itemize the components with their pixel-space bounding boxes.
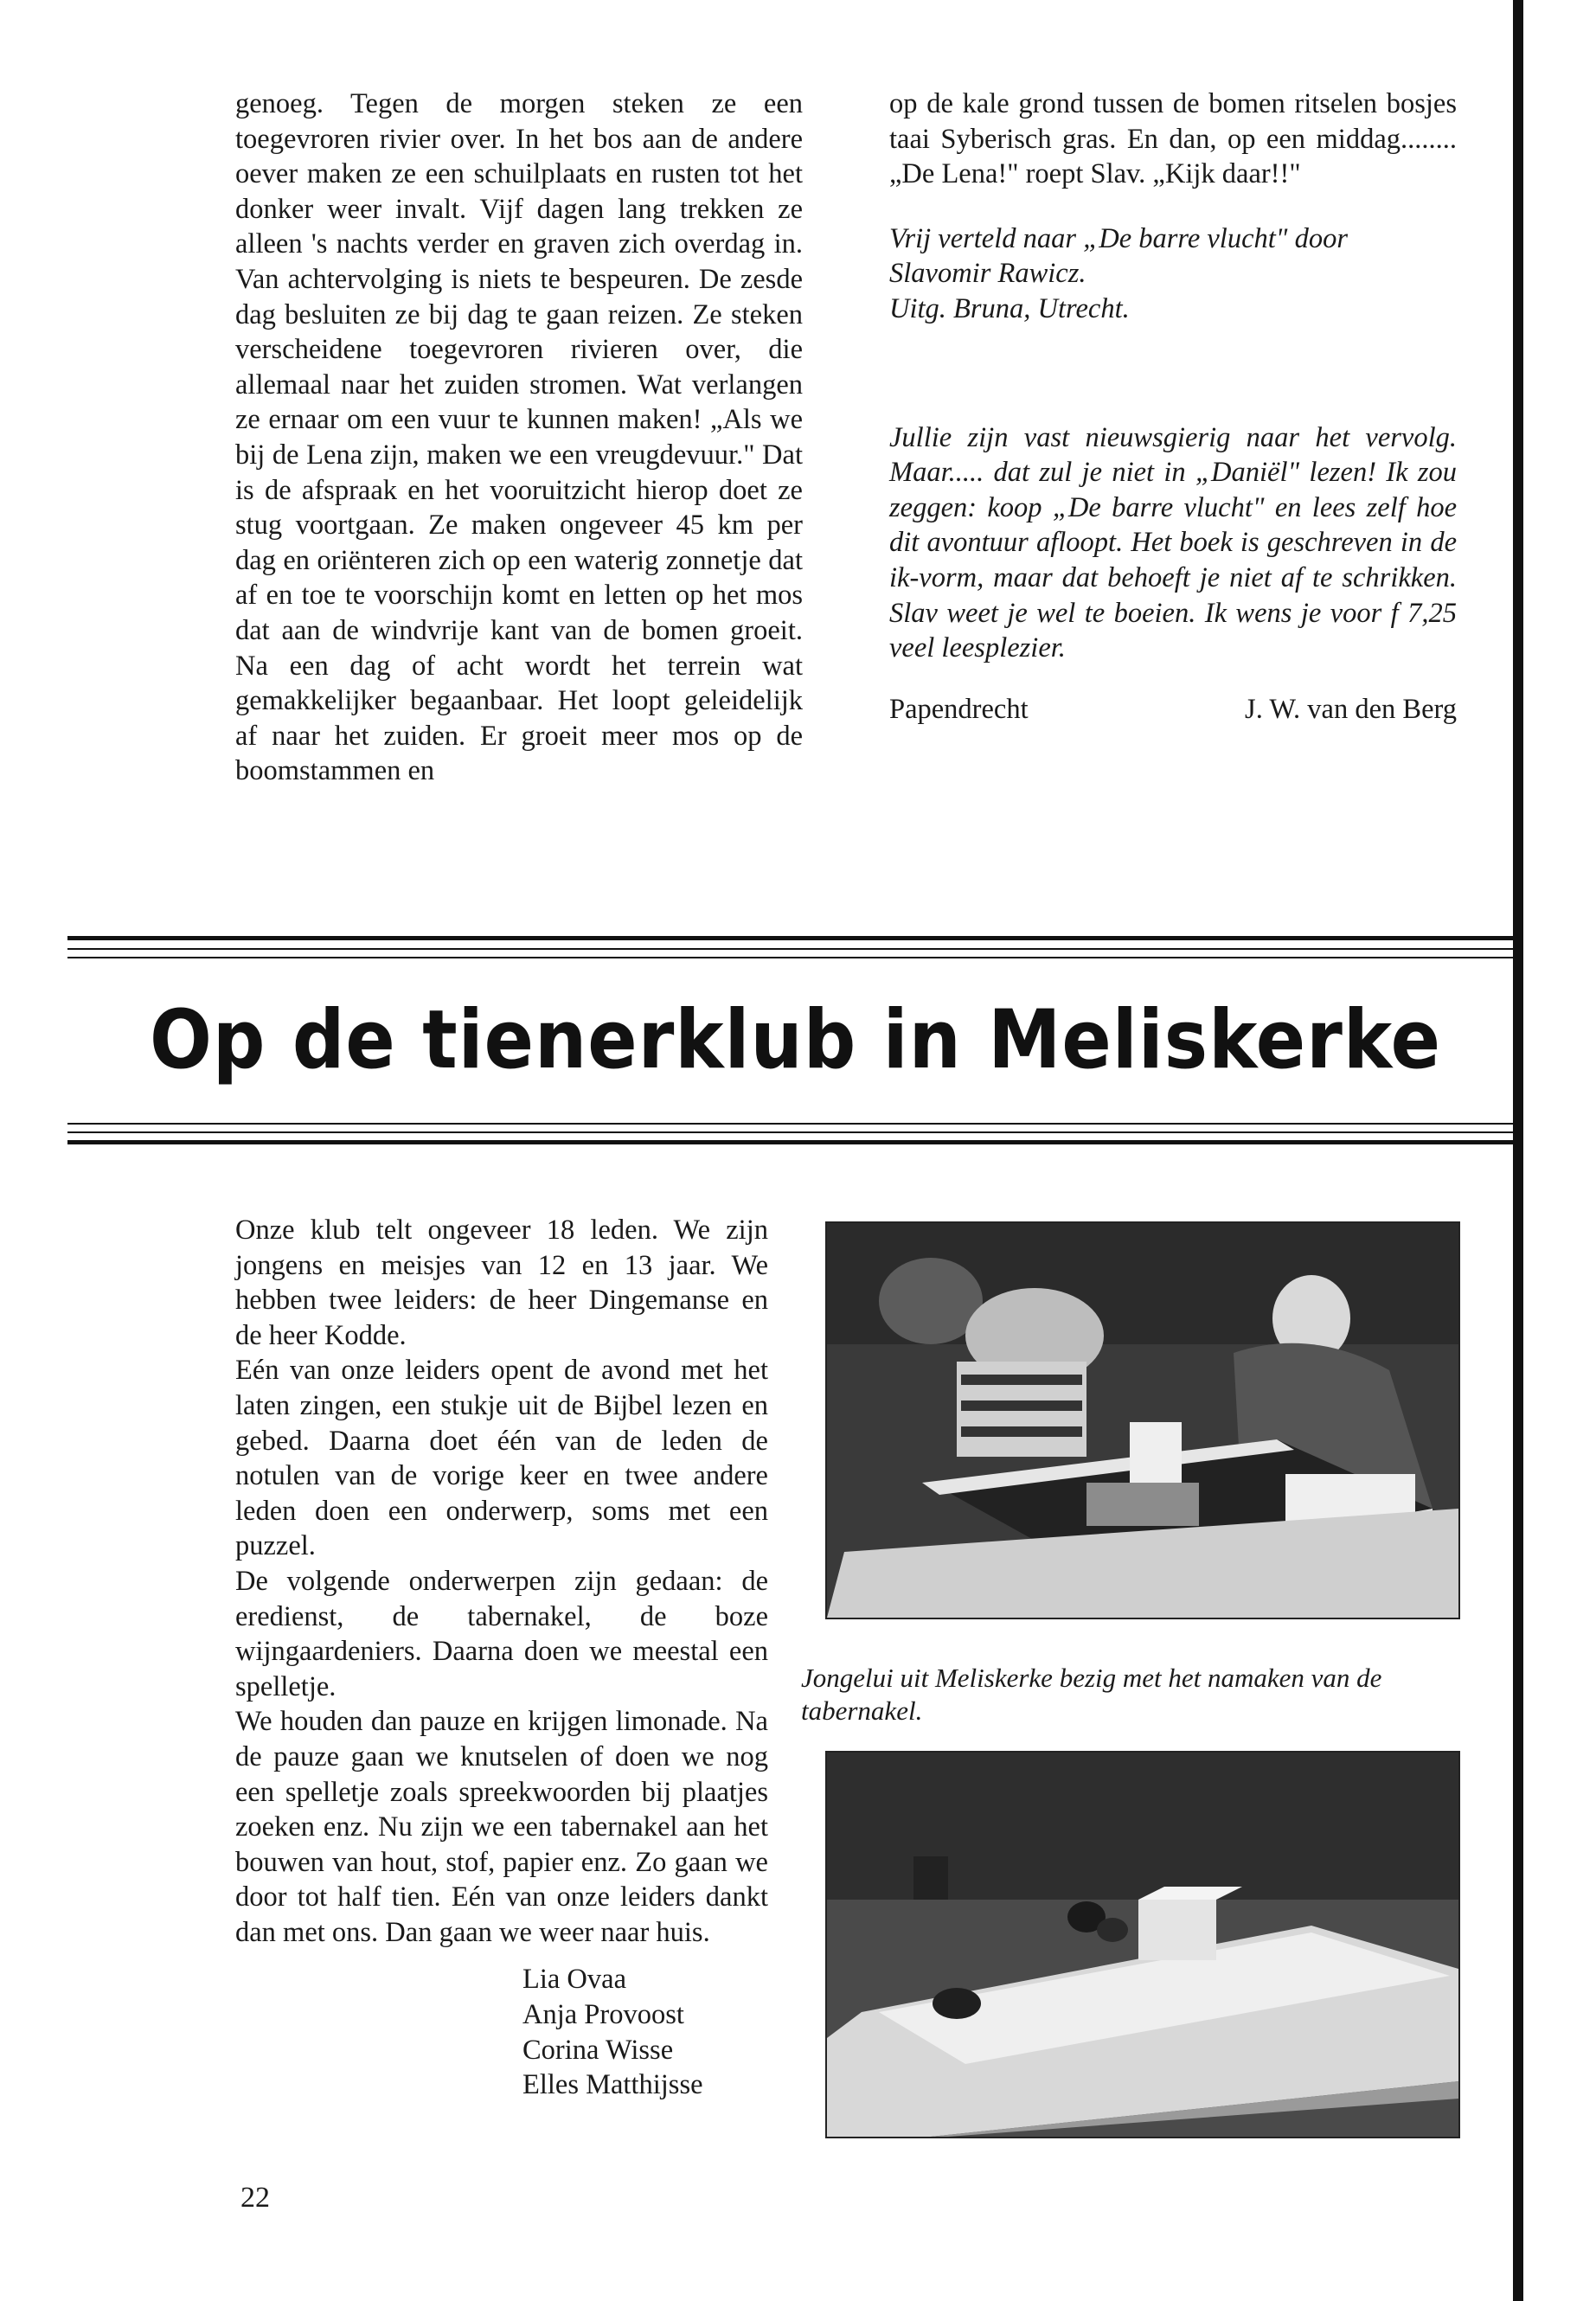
author-name: Corina Wisse: [522, 2034, 674, 2066]
credit-line: Slavomir Rawicz.: [889, 258, 1086, 290]
article-paragraph: Eén van onze leiders opent de avond met het laten zingen, een stukje uit de Bijbel lezen en gebed. Daarna doet één van de leden de notulen van de vorige keer en twee andere leden doen een onderwerp, soms met een puzzel.: [235, 1355, 768, 1562]
story-left-column: [235, 87, 803, 789]
signature-name: J. W. van den Berg: [1245, 693, 1457, 725]
banner-rule-bottom-thin: [67, 1131, 1523, 1133]
article-body: [235, 1213, 768, 2103]
photo-tabernacle-building-illustration: [827, 1223, 1458, 1618]
photo-tabernacle-model: [825, 1751, 1460, 2138]
story-left-text: genoeg. Tegen de morgen steken ze een toegevroren rivier over. In het bos aan de andere oever maken ze een schuilplaats en rusten tot het donker weer invalt. Vijf dagen lang trekken ze alleen 's nachts verder en graven zich overdag in. Van achtervolging is niets te bespeuren. De zesde dag besluiten ze bij dag te gaan reizen. Ze steken verscheidene toegevroren rivieren over, die allemaal naar het zuiden stromen. Wat verlangen ze ernaar om een vuur te kunnen maken! „Als we bij de Lena zijn, maken we een vreugdevuur." Dat is de afspraak en het vooruitzicht hierop doet ze stug voortgaan. Ze maken ongeveer 45 km per dag en oriënteren zich op een waterig zonnetje dat af en toe te voorschijn komt en letten op het mos dat aan de windvrije kant van de bomen groeit. Na een dag of acht wordt het terrein wat gemakkelijker begaanbaar. Het loopt geleidelijk af naar het zuiden. Er groeit meer mos op de boomstammen en: [235, 88, 803, 787]
closing-text: Jullie zijn vast nieuwsgierig naar het vervolg. Maar..... dat zul je niet in „Daniël" lezen! Ik zou zeggen: koop „De barre vlucht" en lees zelf hoe dit avontuur afloopt. Het boek is geschreven in de ik-vorm, maar dat behoeft je niet af te schrikken. Slav weet je wel te boeien. Ik wens je voor f 7,25 veel leesplezier.: [889, 421, 1457, 664]
banner-rule-top-thick: [67, 936, 1523, 940]
signature-place: Papendrecht: [889, 693, 1029, 725]
right-edge-rule: [1513, 0, 1523, 2301]
photo-caption: Jongelui uit Meliskerke bezig met het namaken van de tabernakel.: [801, 1663, 1382, 1726]
credit-line: Uitg. Bruna, Utrecht.: [889, 292, 1130, 324]
story-right-text: op de kale grond tussen de bomen ritselen bosjes taai Syberisch gras. En dan, op een middag........ „De Lena!" roept Slav. „Kijk daar!!": [889, 88, 1457, 190]
page-number: 22: [240, 2182, 270, 2214]
article-paragraph: We houden dan pauze en krijgen limonade. Na de pauze gaan we knutselen of doen we nog een spelletje zoals spreekwoorden bij plaatjes zoeken enz. Nu zijn we een tabernakel aan het bouwen van hout, stof, papier enz. Zo gaan we door tot half tien. Eén van onze leiders dankt dan met ons. Dan gaan we weer naar huis.: [235, 1706, 768, 1948]
article-paragraph: De volgende onderwerpen zijn gedaan: de eredienst, de tabernakel, de boze wijngaardeniers. Daarna doen we meestal een spelletje.: [235, 1565, 768, 1702]
article-headline: [67, 976, 1523, 1104]
headline-text: Op de tienerklub in Meliskerke: [150, 992, 1441, 1087]
banner-rule-top-thin: [67, 948, 1523, 950]
banner-rule-bottom-thick: [67, 1140, 1523, 1144]
article-authors: [522, 1962, 768, 2102]
story-right-column: [889, 87, 1457, 726]
author-name: Elles Matthijsse: [522, 2069, 703, 2101]
article-paragraph: Onze klub telt ongeveer 18 leden. We zijn jongens en meisjes van 12 en 13 jaar. We hebben twee leiders: de heer Dingemanse en de heer Kodde.: [235, 1215, 768, 1351]
author-name: Lia Ovaa: [522, 1964, 627, 1996]
author-name: Anja Provoost: [522, 1999, 684, 2031]
photo-tabernacle-building: [825, 1221, 1460, 1619]
banner-rule-bottom-thin: [67, 1123, 1523, 1125]
banner-rule-top-thin: [67, 957, 1523, 958]
signature-row: [889, 694, 1457, 726]
credit-line: Vrij verteld naar „De barre vlucht" door: [889, 222, 1348, 254]
story-credit: [889, 221, 1457, 327]
photo-tabernacle-model-illustration: [827, 1753, 1458, 2137]
